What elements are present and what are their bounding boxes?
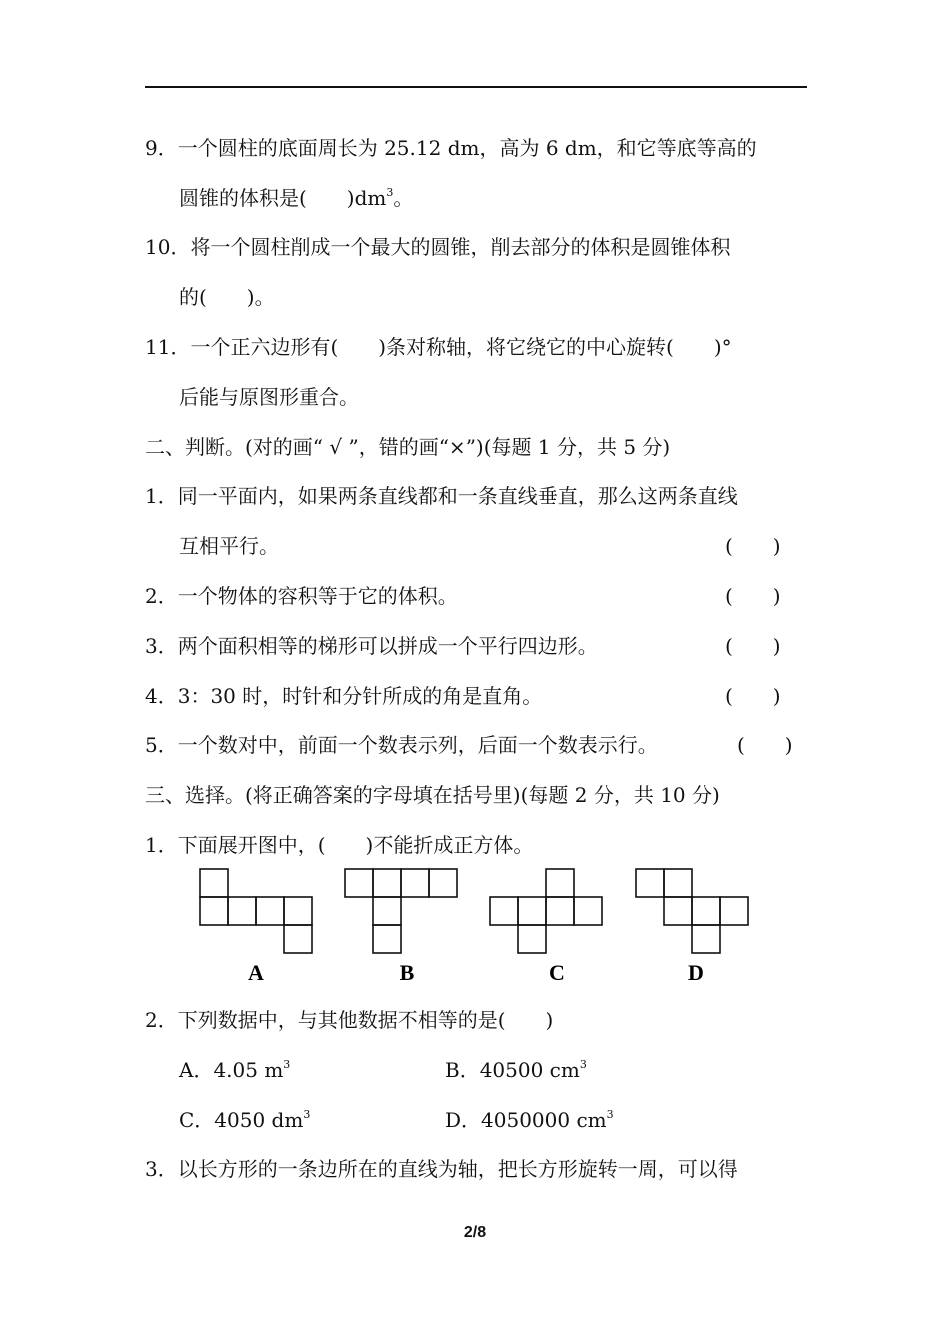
judge-q3: 3．两个面积相等的梯形可以拼成一个平行四边形。 bbox=[145, 634, 598, 658]
choice-section-heading: 三、选择。(将正确答案的字母填在括号里)(每题 2 分，共 10 分) bbox=[145, 783, 720, 807]
judge-q2-answer-paren[interactable]: ( ) bbox=[725, 584, 781, 608]
question-9-line-1: 9．一个圆柱的底面周长为 25.12 dm，高为 6 dm，和它等底等高的 bbox=[145, 136, 757, 160]
judge-q1-answer-paren[interactable]: ( ) bbox=[725, 534, 781, 558]
choice-q2-option-c[interactable]: C．4050 $dm^3$ bbox=[179, 1108, 311, 1132]
judge-q5: 5．一个数对中，前面一个数表示列，后面一个数表示行。 bbox=[145, 733, 658, 757]
judge-q3-answer-paren[interactable]: ( ) bbox=[725, 634, 781, 658]
cube-net-b bbox=[345, 869, 457, 953]
judge-q4-answer-paren[interactable]: ( ) bbox=[725, 684, 781, 708]
question-10-line-1: 10．将一个圆柱削成一个最大的圆锥，削去部分的体积是圆锥体积 bbox=[145, 235, 731, 259]
question-9-end: 。 bbox=[393, 186, 414, 210]
choice-q2: 2．下列数据中，与其他数据不相等的是( ) bbox=[145, 1008, 554, 1032]
judge-q1-line-2: 互相平行。 bbox=[179, 534, 279, 558]
net-label-d: D bbox=[688, 960, 704, 985]
question-10-line-2: 的( )。 bbox=[179, 285, 275, 309]
choice-q2-option-d[interactable]: D．4050000 $cm^3$ bbox=[445, 1108, 614, 1132]
page-number: 2/8 bbox=[463, 1224, 487, 1241]
choice-q3-line-1: 3．以长方形的一条边所在的直线为轴，把长方形旋转一周，可以得 bbox=[145, 1157, 738, 1181]
judge-q4: 4．3：30 时，时针和分针所成的角是直角。 bbox=[145, 684, 543, 708]
net-label-c: C bbox=[549, 960, 565, 985]
question-9-text: 圆锥的体积是( )dm bbox=[179, 186, 387, 210]
choice-q1: 1．下面展开图中，( )不能折成正方体。 bbox=[145, 833, 534, 857]
choice-q2-option-a[interactable]: A．4.05 $m^3$ bbox=[179, 1058, 291, 1082]
question-11-line-1: 11．一个正六边形有( )条对称轴，将它绕它的中心旋转( )° bbox=[145, 335, 732, 359]
judge-q2: 2．一个物体的容积等于它的体积。 bbox=[145, 584, 458, 608]
cube-net-a bbox=[200, 869, 312, 953]
judge-q1-line-1: 1．同一平面内，如果两条直线都和一条直线垂直，那么这两条直线 bbox=[145, 484, 738, 508]
choice-q2-option-b[interactable]: B．40500 $cm^3$ bbox=[445, 1058, 587, 1082]
cube-net-d bbox=[636, 869, 748, 953]
cube-net-c bbox=[490, 869, 602, 953]
net-label-b: B bbox=[399, 960, 415, 985]
judge-section-heading: 二、判断。(对的画“ √ ”，错的画“×”)(每题 1 分，共 5 分) bbox=[145, 435, 671, 459]
cube-exponent: 3 bbox=[386, 186, 394, 199]
judge-q5-answer-paren[interactable]: ( ) bbox=[737, 733, 793, 757]
question-11-line-2: 后能与原图形重合。 bbox=[179, 385, 359, 409]
net-label-a: A bbox=[248, 960, 264, 985]
